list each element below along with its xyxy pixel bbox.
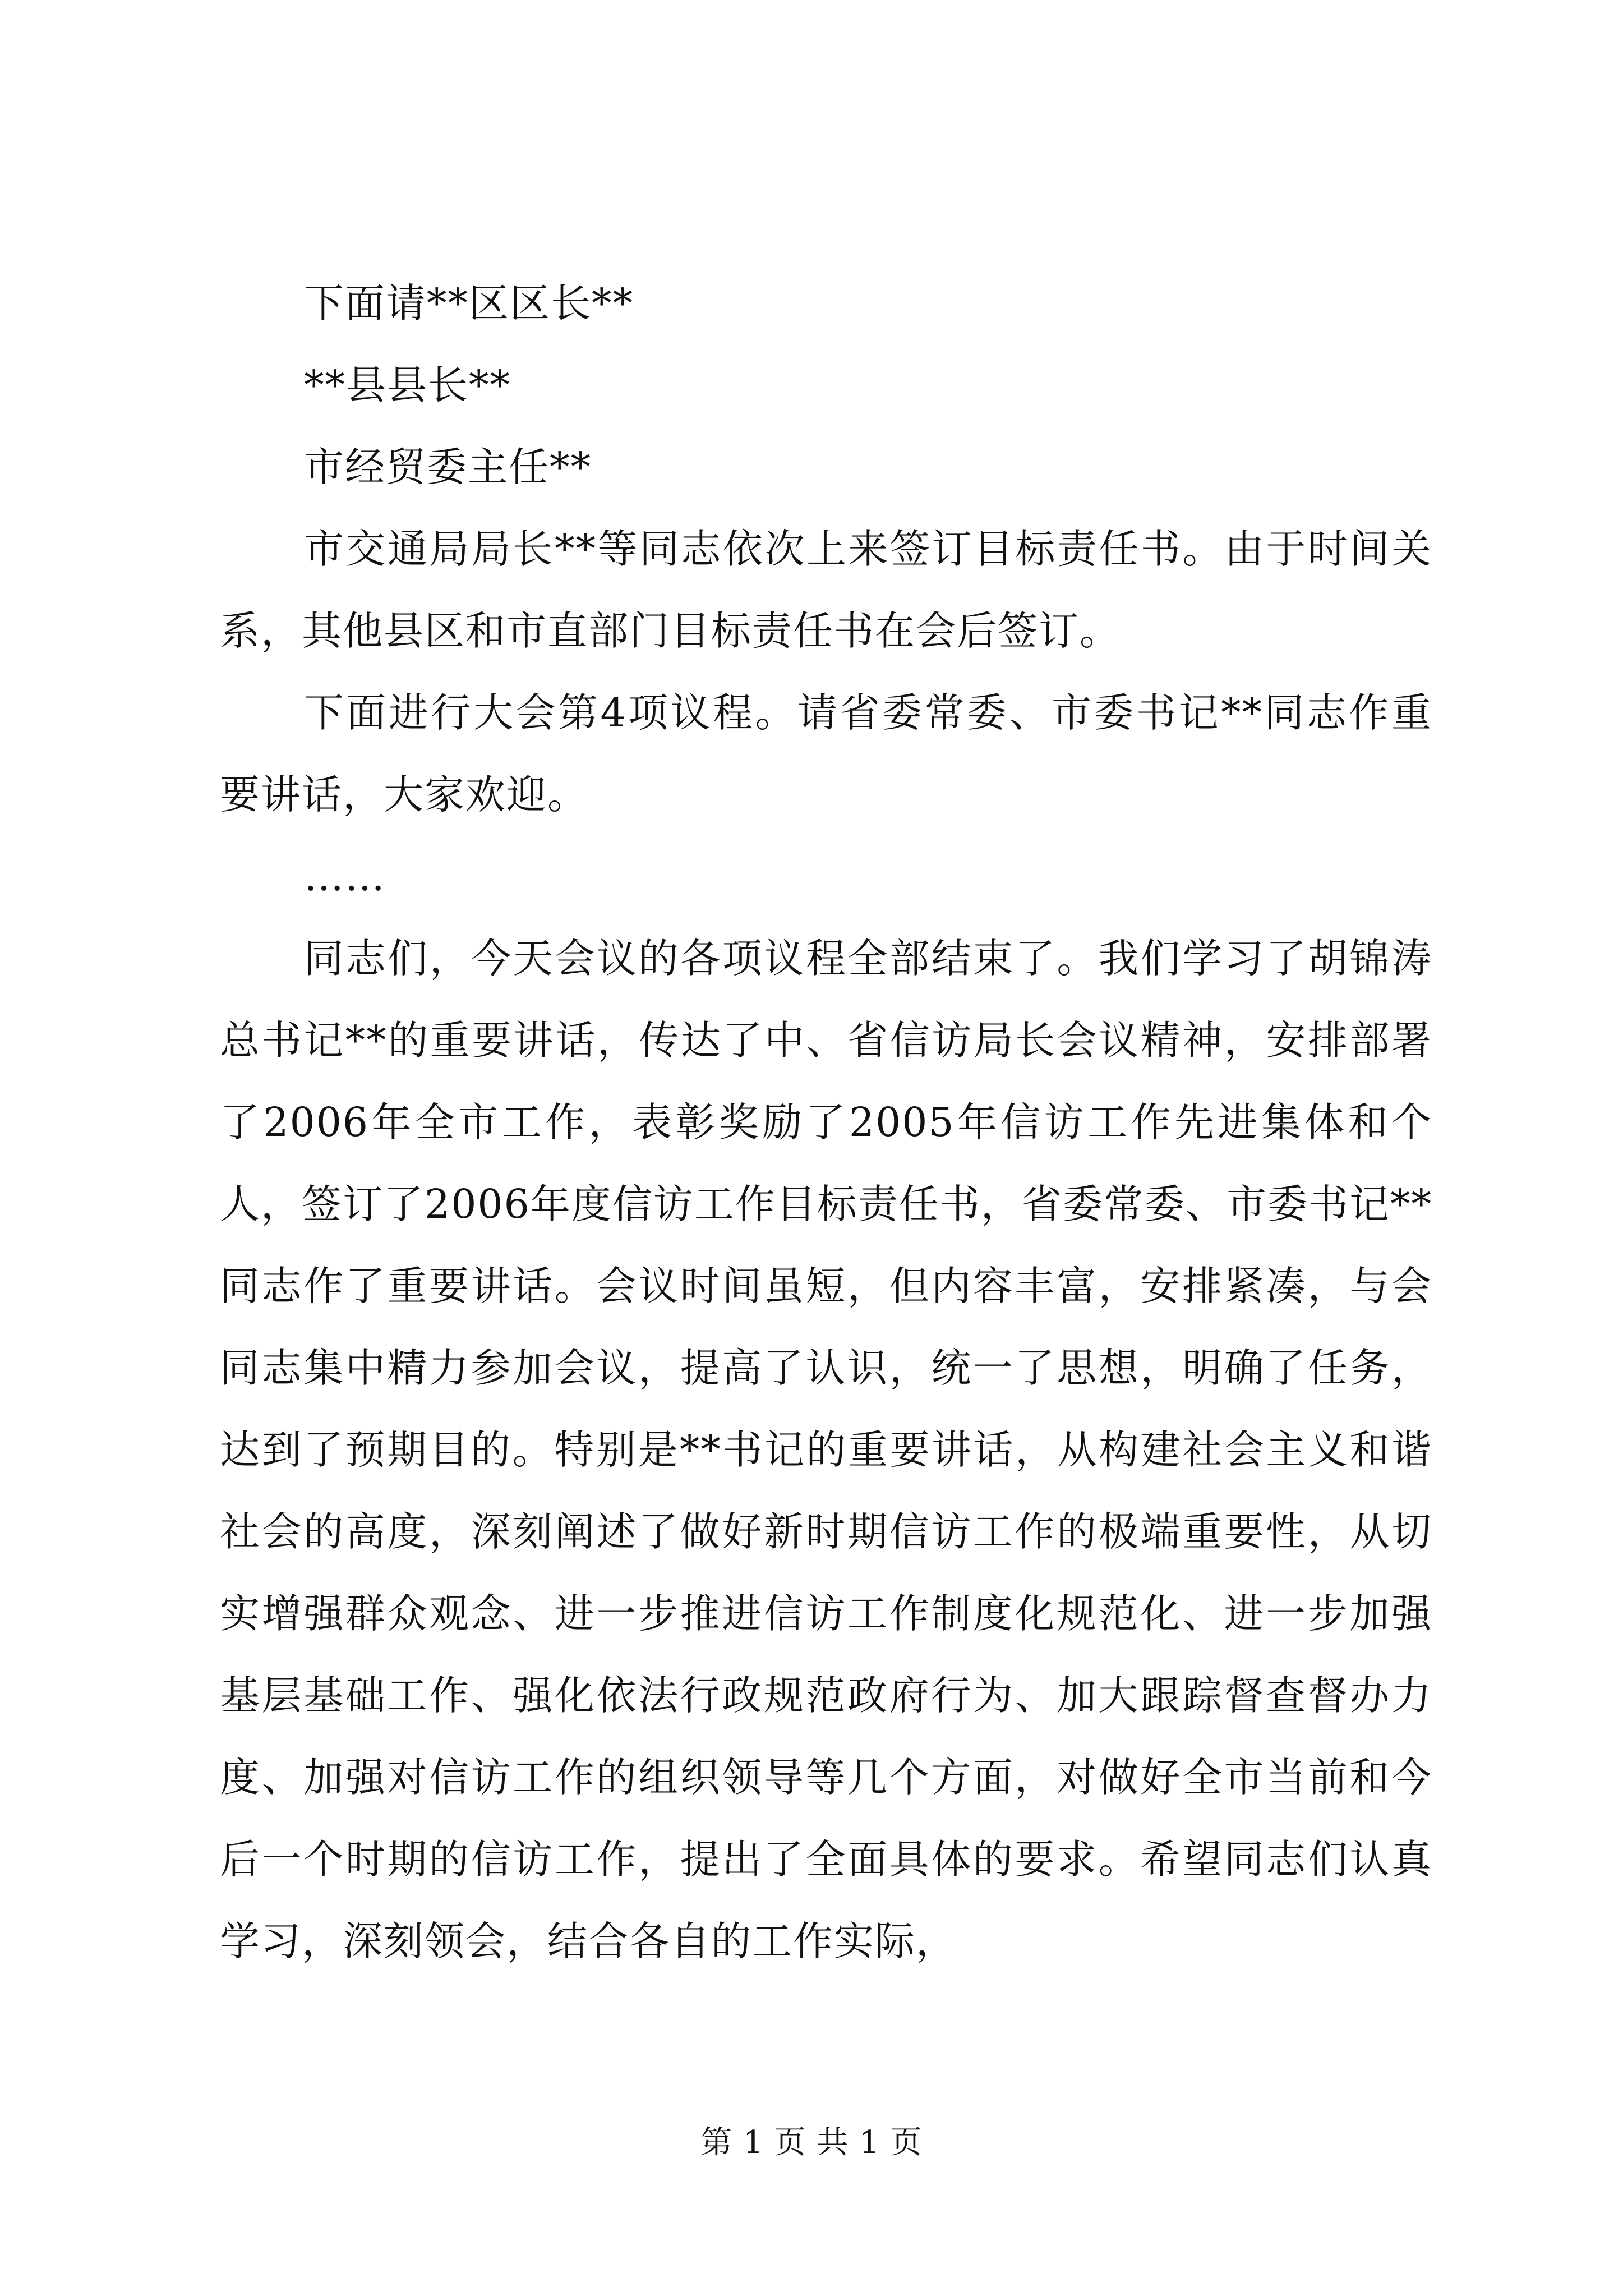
paragraph: **县县长** [304,362,511,408]
page-footer: 第 1 页 共 1 页 [700,2124,923,2161]
paragraph: 下面进行大会第4项议程。请省委常委、市委书记**同志作重要讲话，大家欢迎。 [220,689,1432,818]
paragraph: …… [304,853,386,900]
paragraph: 同志们，今天会议的各项议程全部结束了。我们学习了胡锦涛总书记**的重要讲话，传达了中、省信访局长会议精神，安排部署了2006年全市工作，表彰奖励了2005年信访工作先进集体和个人，签订了2006年度信访工作目标责任书，省委常委、市委书记**同志作了重要讲话。会议时间虽短，但内容丰富，安排紧凑，与会同志集中精力参加会议，提高了认识，统一了思想，明确了任务，达到了预期目的。特别是**书记的重要讲话，从构建社会主义和谐社会的高度，深刻阐述了做好新时期信访工作的极端重要性，从切实增强群众观念、进一步推进信访工作制度化规范化、进一步加强基层基础工作、强化依法行政规范政府行为、加大跟踪督查督办力度、加强对信访工作的组织领导等几个方面，对做好全市当前和今后一个时期的信访工作，提出了全面具体的要求。希望同志们认真学习，深刻领会，结合各自的工作实际， [220,935,1432,1964]
paragraph: 市经贸委主任** [304,444,592,490]
paragraph: 下面请**区区长** [304,280,634,326]
paragraph: 市交通局局长**等同志依次上来签订目标责任书。由于时间关系，其他县区和市直部门目标责任书在会后签订。 [220,526,1432,654]
document-body [220,263,1432,1982]
